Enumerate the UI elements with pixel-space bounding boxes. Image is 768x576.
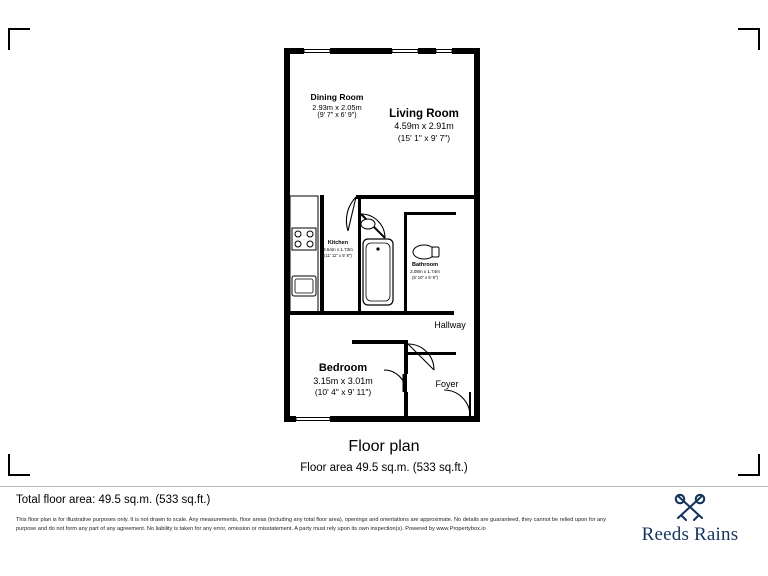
room-dimensions-imperial: (11' 11" x 5' 8") [324, 252, 352, 258]
room-label-kitchen [323, 240, 353, 258]
room-dimensions-imperial: (15' 1" x 9' 7") [397, 132, 451, 143]
kitchen-fittings [290, 196, 318, 314]
room-dimensions-metric: 3.64m x 1.73m [323, 246, 353, 252]
room-name: Foyer [435, 379, 459, 389]
room-name: Hallway [434, 320, 466, 330]
room-name: Living Room [389, 108, 459, 120]
crossed-keys-icon [669, 492, 711, 522]
room-dimensions-metric: 2.93m x 2.05m [312, 102, 362, 112]
room-label-bedroom [313, 362, 373, 398]
footer-divider [0, 486, 768, 487]
brand-logo [626, 492, 754, 546]
plan-caption [0, 438, 768, 474]
room-dimensions-metric: 3.15m x 3.01m [313, 375, 373, 386]
room-name: Dining Room [310, 92, 364, 102]
plan-title: Floor plan [348, 438, 420, 455]
room-dimensions-metric: 2.08m x 1.74m [410, 268, 440, 274]
room-label-bathroom [410, 262, 440, 280]
brand-name: Reeds Rains [641, 524, 739, 545]
room-label-hallway [434, 320, 466, 331]
room-label-foyer [435, 379, 458, 390]
disclaimer-text: This floor plan is for illustrative purposes only. It is not drawn to scale. Any measurements, floor areas (including any total floor area), openings and orientations are approximate. No details are guaranteed, they cannot be relied upon for any purpose and do not form any part of any agreement. No liability is taken for any error, omission or misstatement. A party must rely upon its own inspection(s). Powered by www.Propertybox.io [16, 517, 607, 532]
room-label-living-room [389, 107, 459, 143]
room-dimensions-imperial: (10' 4" x 9' 11") [314, 387, 372, 397]
room-name: Kitchen [327, 240, 349, 246]
room-name: Bedroom [318, 362, 368, 374]
plan-subtitle: Floor area 49.5 sq.m. (533 sq.ft.) [300, 462, 468, 474]
room-dimensions-imperial: (6' 10" x 5' 9") [412, 274, 438, 280]
room-label-dining-room [311, 92, 364, 121]
room-dimensions-metric: 4.59m x 2.91m [394, 121, 454, 132]
total-floor-area: Total floor area: 49.5 sq.m. (533 sq.ft.) [16, 494, 211, 506]
room-dimensions-imperial: (9' 7" x 6' 9") [317, 112, 357, 119]
room-name: Bathroom [412, 262, 438, 268]
